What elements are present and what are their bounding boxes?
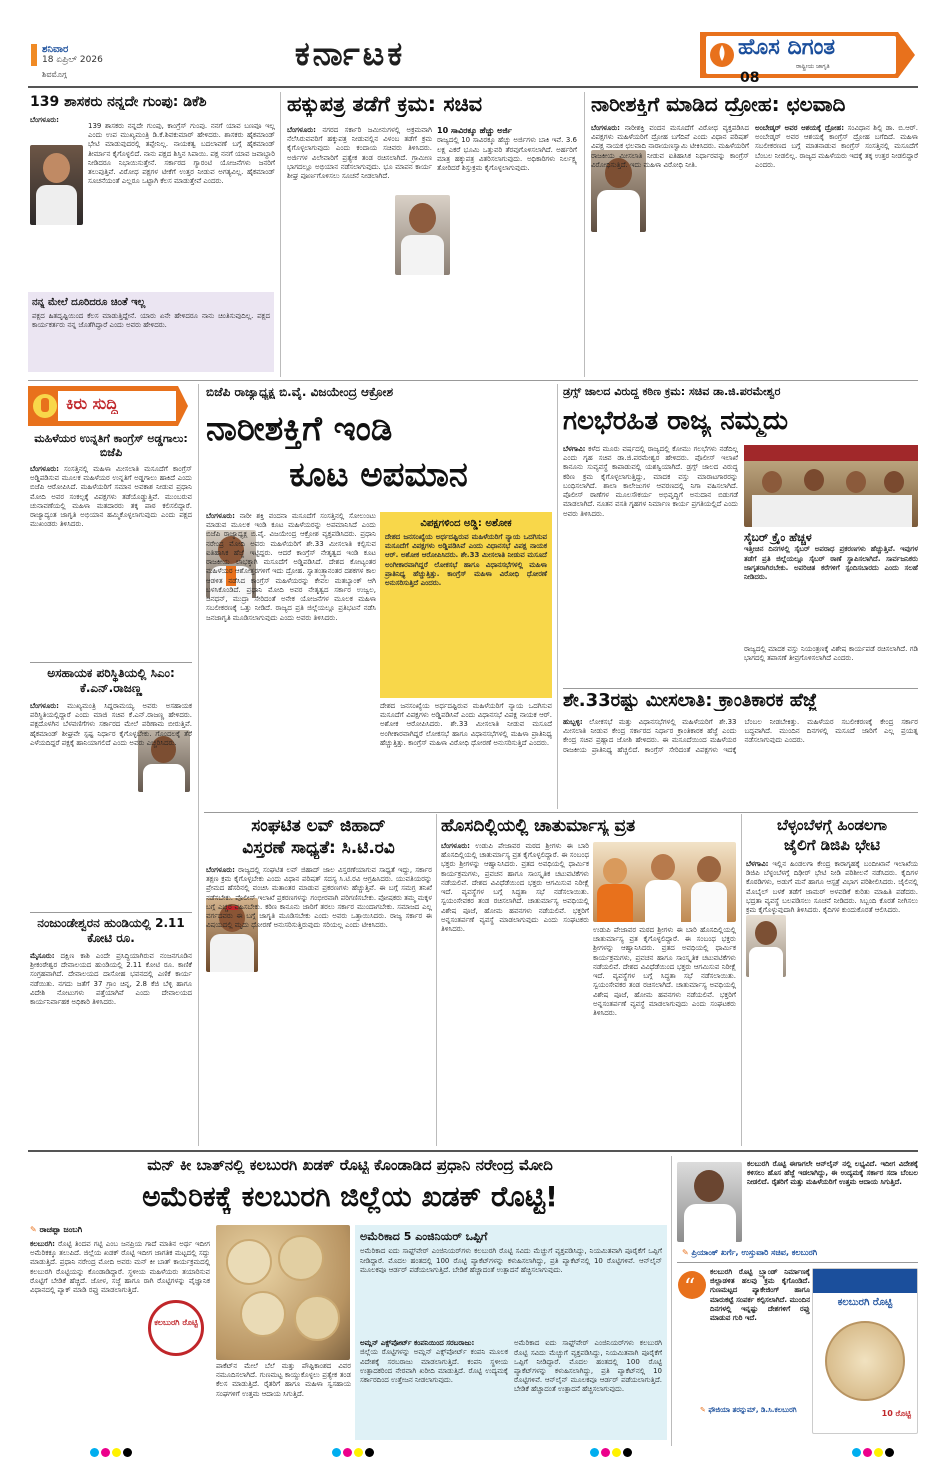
story3-headline: ನಾರೀಶಕ್ತಿಗೆ ಮಾಡಿದ ದ್ರೋಹ: ಛಲವಾದಿ xyxy=(591,92,846,116)
story3-body2: ಸಂವಿಧಾನ ಶಿಲ್ಪಿ ಡಾ. ಬಿ.ಆರ್. ಅಂಬೇಡ್ಕರ್ ಅವರ ಆಶಯಕ್ಕೆ ಕಾಂಗ್ರೆಸ್ ದ್ರೋಹ ಬಗೆದಿದೆ. ಮಹಿಳಾ ಸಬಲೀಕರಣದ ಬಗ್ಗೆ ಮಾತನಾಡುವ ಕಾಂಗ್ರೆಸ್ ಸಂಸತ್ತಿನಲ್ಲಿ ಮಸೂದೆಗೆ ಬೆಂಬಲ ನೀಡಲಿಲ್ಲ. ರಾಜ್ಯದ ಮಹಿಳೆಯರು ಇದಕ್ಕೆ ತಕ್ಕ ಉತ್ತರ ನೀಡಲಿದ್ದಾರೆ ಎಂದರು. xyxy=(755,124,918,169)
ashoka-box-title: ವಿಪಕ್ಷಗಳಿಂದ ಅಡ್ಡಿ: ಅಶೋಕ xyxy=(420,518,512,529)
lead-kicker: ಬಿಜೆಪಿ ರಾಜ್ಯಾಧ್ಯಕ್ಷ ಬಿ.ವೈ. ವಿಜಯೇಂದ್ರ ಆಕ್ರೋಶ xyxy=(206,385,394,399)
print-dots xyxy=(852,1442,896,1460)
brief-rule xyxy=(30,912,192,913)
story1-dateline: ಬೆಂಗಳೂರು: xyxy=(30,116,59,124)
america-box-continued: ಅಮೆರಿಕಾದ ಐದು ಸಾಫ್ಟ್‌ವೇರ್ ಎಂಜಿನಿಯರ್‌ಗಳು ಕಲಬುರಗಿ ರೊಟ್ಟಿ ಸವಿದು ಮೆಚ್ಚುಗೆ ವ್ಯಕ್ತಪಡಿಸಿದ್ದು, ನಿಯಮಿತವಾಗಿ ಪೂರೈಕೆಗೆ ಒಪ್ಪಿಗೆ ನೀಡಿದ್ದಾರೆ. ಮೊದಲ ಹಂತದಲ್ಲಿ 100 ರೊಟ್ಟಿ ಪ್ಯಾಕೆಟ್‌ಗಳನ್ನು ಕಳುಹಿಸಲಾಗಿದ್ದು, ಪ್ರತಿ ಪ್ಯಾಕೆಟ್‌ನಲ್ಲಿ 10 ರೊಟ್ಟಿಗಳಿವೆ. ಆನ್‌ಲೈನ್ ಮೂಲಕವೂ ಆರ್ಡರ್ ಪಡೆಯಲಾಗುತ್ತಿದೆ. ಬೇಡಿಕೆ ಹೆಚ್ಚಾದಂತೆ ಉತ್ಪಾದನೆ ಹೆಚ್ಚಿಸಲಾಗುವುದು. xyxy=(514,1339,662,1394)
brand-tagline: ರಾಷ್ಟ್ರೀಯ ಜಾಗೃತಿ xyxy=(796,63,830,70)
brief1-dateline: ಬೆಂಗಳೂರು: xyxy=(30,465,59,473)
quote-icon xyxy=(677,1270,707,1300)
drugs-col2-continued xyxy=(744,645,918,685)
packet-count: 10 ರೊಟ್ಟಿ xyxy=(881,1409,911,1418)
story3-subhead: ಅಂಬೇಡ್ಕರ್ ಅವರ ಆಶಯಕ್ಕೆ ದ್ರೋಹ: xyxy=(755,124,845,132)
brief1-title: ಮಹಿಳೆಯರ ಉನ್ನತಿಗೆ ಕಾಂಗ್ರೆಸ್ ಅಡ್ಡಗಾಲು: ಬಿಜೆಪಿ xyxy=(34,432,188,460)
drugs-body2: ರಾಜ್ಯದಲ್ಲಿ ಮಾದಕ ವಸ್ತು ನಿಯಂತ್ರಣಕ್ಕೆ ವಿಶೇಷ ಕಾರ್ಯಪಡೆ ರಚಿಸಲಾಗಿದೆ. ಗಡಿ ಭಾಗದಲ್ಲಿ ತಪಾಸಣೆ ತೀವ್ರಗೊಳಿಸಲಾಗಿದೆ ಎಂದರು. xyxy=(744,645,918,663)
chaturmasya-col1 xyxy=(441,842,589,1142)
parameshwara-event-photo xyxy=(744,445,918,527)
america-box xyxy=(355,1225,667,1440)
roti-packet-photo xyxy=(812,1268,918,1434)
kirusuddi-logo xyxy=(28,386,188,426)
story2-box-title: 10 ಸಾವಿರಕ್ಕೂ ಹೆಚ್ಚು ಅರ್ಜಿ xyxy=(437,126,512,135)
lovejihad-body-wrap xyxy=(206,866,432,1144)
brief2-body-wrap xyxy=(30,702,192,910)
packet-title: ಕಲಬುರಗಿ ರೊಟ್ಟಿ xyxy=(837,1297,893,1308)
story1-subhead: ನನ್ನ ಮೇಲೆ ದೂರಿದರೂ ಚಿಂತೆ ಇಲ್ಲ xyxy=(32,297,146,308)
america-box-title: ಅಮೆರಿಕಾದ 5 ಎಂಜಿನಿಯರ್ ಒಪ್ಪಿಗೆ xyxy=(360,1230,488,1243)
america-box-body: ಅಮೆರಿಕಾದ ಐದು ಸಾಫ್ಟ್‌ವೇರ್ ಎಂಜಿನಿಯರ್‌ಗಳು ಕಲಬುರಗಿ ರೊಟ್ಟಿ ಸವಿದು ಮೆಚ್ಚುಗೆ ವ್ಯಕ್ತಪಡಿಸಿದ್ದು, ನಿಯಮಿತವಾಗಿ ಪೂರೈಕೆಗೆ ಒಪ್ಪಿಗೆ ನೀಡಿದ್ದಾರೆ. ಮೊದಲ ಹಂತದಲ್ಲಿ 100 ರೊಟ್ಟಿ ಪ್ಯಾಕೆಟ್‌ಗಳನ್ನು ಕಳುಹಿಸಲಾಗಿದ್ದು, ಪ್ರತಿ ಪ್ಯಾಕೆಟ್‌ನಲ್ಲಿ 10 ರೊಟ್ಟಿಗಳಿವೆ. ಆನ್‌ಲೈನ್ ಮೂಲಕವೂ ಆರ್ಡರ್ ಪಡೆಯಲಾಗುತ್ತಿದೆ. ಬೇಡಿಕೆ ಹೆಚ್ಚಾದಂತೆ ಉತ್ಪಾದನೆ ಹೆಚ್ಚಿಸಲಾಗುವುದು. xyxy=(360,1247,662,1274)
amlan-body: ಜಿಲ್ಲೆಯ ರೊಟ್ಟಿಗಳನ್ನು ಅಮ್ಲನ್ ಎಕ್ಸ್‌ಪೋರ್ಟ್ ಕಂಪನಿ ಮೂಲಕ ವಿದೇಶಕ್ಕೆ ಸರಬರಾಜು ಮಾಡಲಾಗುತ್ತಿದೆ. ಕಂಪನಿ ಸ್ಥಳೀಯ ಉತ್ಪಾದಕರಿಂದ ನೇರವಾಗಿ ಖರೀದಿ ಮಾಡುತ್ತಿದೆ. ರೊಟ್ಟಿ ಉದ್ಯಮಕ್ಕೆ ಸರ್ಕಾರದಿಂದ ಉತ್ತೇಜನ ನೀಡಲಾಗುವುದು. xyxy=(360,1348,508,1385)
story3-col2 xyxy=(755,124,918,378)
brief2-body: ಮುಖ್ಯಮಂತ್ರಿ ಸಿದ್ದರಾಮಯ್ಯ ಅವರು ಅಸಹಾಯಕ ಪರಿಸ್ಥಿತಿಯಲ್ಲಿದ್ದಾರೆ ಎಂದು ಮಾಜಿ ಸಚಿವ ಕೆ.ಎನ್.ರಾಜಣ್ಣ ಹೇಳಿದರು. ಪಕ್ಷದೊಳಗಿನ ಬೆಳವಣಿಗೆಗಳು ಸರ್ಕಾರದ ಮೇಲೆ ಪರಿಣಾಮ ಬೀರುತ್ತಿವೆ. ಹೈಕಮಾಂಡ್ ಶೀಘ್ರವೇ ಸ್ಪಷ್ಟ ನಿರ್ಧಾರ ಕೈಗೊಳ್ಳಬೇಕು. ಗೊಂದಲಕ್ಕೆ ತೆರೆ ಎಳೆಯದಿದ್ದರೆ ಪಕ್ಷಕ್ಕೆ ಹಾನಿಯಾಗಲಿದೆ ಎಂದು ಅವರು ಎಚ್ಚರಿಸಿದರು. xyxy=(30,702,192,747)
row-rule xyxy=(677,1262,918,1263)
col-rule xyxy=(584,92,585,377)
story1-headline: 139 ಶಾಸಕರು ನನ್ನದೇ ಗುಂಪು: ಡಿಕೆಶಿ xyxy=(30,94,207,110)
hindalaga-headline-2: ಜೈಲಿಗೆ ಡಿಜಿಪಿ ಭೇಟಿ xyxy=(783,836,881,854)
row-rule xyxy=(28,380,918,381)
chaturmasya-dateline: ಬೆಂಗಳೂರು: xyxy=(441,842,470,850)
cyber-crime-box xyxy=(744,531,918,641)
lovejihad-dateline: ಬೆಂಗಳೂರು: xyxy=(206,866,235,874)
col-rule xyxy=(671,1156,672,1446)
day-label: ಶನಿವಾರ xyxy=(42,44,69,55)
roti-body: ರೊಟ್ಟಿ ತಿಂದವ ಗಟ್ಟಿ ಎಂಬ ಜನಪ್ರಿಯ ಗಾದೆ ಮಾತಿನ ಅರ್ಥ ಇದೀಗ ಅಮೆರಿಕಕ್ಕೂ ತಲುಪಿದೆ. ಜಿಲ್ಲೆಯ ಖಡಕ್ ರೊಟ್ಟಿ ಇದೀಗ ಜಾಗತಿಕ ಮಟ್ಟದಲ್ಲಿ ಸದ್ದು ಮಾಡುತ್ತಿದೆ. ಪ್ರಧಾನಿ ನರೇಂದ್ರ ಮೋದಿ ಅವರು ಮನ್ ಕೀ ಬಾತ್ ಕಾರ್ಯಕ್ರಮದಲ್ಲಿ ಕಲಬುರಗಿ ರೊಟ್ಟಿಯನ್ನು ಕೊಂಡಾಡಿದ್ದಾರೆ. ಸ್ಥಳೀಯ ಮಹಿಳೆಯರು ತಯಾರಿಸುವ ರೊಟ್ಟಿಗೆ ಬೇಡಿಕೆ ಹೆಚ್ಚಿದೆ. ಜೋಳ, ಸಜ್ಜೆ ಹಾಗೂ ರಾಗಿ ರೊಟ್ಟಿಗಳನ್ನು ವೈಜ್ಞಾನಿಕ ವಿಧಾನದಲ್ಲಿ ಪ್ಯಾಕ್ ಮಾಡಿ ರಫ್ತು ಮಾಡಲಾಗುತ್ತಿದೆ. xyxy=(30,1240,210,1295)
story3-body: ನಾರೀಶಕ್ತಿ ವಂದನ ಮಸೂದೆಗೆ ವಿರೋಧ ವ್ಯಕ್ತಪಡಿಸಿದ ವಿಪಕ್ಷಗಳು ಮಹಿಳೆಯರಿಗೆ ದ್ರೋಹ ಬಗೆದಿವೆ ಎಂದು ವಿಧಾನ ಪರಿಷತ್ ವಿಪಕ್ಷ ನಾಯಕ ಛಲವಾದಿ ನಾರಾಯಣಸ್ವಾಮಿ ಟೀಕಿಸಿದರು. ಮಹಿಳೆಯರಿಗೆ ರಾಜಕೀಯ ಮೀಸಲಾತಿ ನೀಡುವ ಐತಿಹಾಸಿಕ ನಿರ್ಧಾರವನ್ನು ಕಾಂಗ್ರೆಸ್ ವಿರೋಧಿಸುತ್ತಿದೆ. ಇದು ಮಹಿಳಾ ವಿರೋಧಿ ನೀತಿ. xyxy=(591,124,749,169)
hindalaga-body-wrap xyxy=(746,860,918,1144)
cyber-crime-title: ಸೈಬರ್ ಕ್ರೈಂ ಹೆಚ್ಚಳ xyxy=(744,531,812,544)
masthead-rule xyxy=(28,86,918,88)
brief1-body: ಸಂಸತ್ತಿನಲ್ಲಿ ಮಹಿಳಾ ಮೀಸಲಾತಿ ಮಸೂದೆಗೆ ಕಾಂಗ್ರೆಸ್ ಅಡ್ಡಿಪಡಿಸುವ ಮೂಲಕ ಮಹಿಳೆಯರ ಉನ್ನತಿಗೆ ಅಡ್ಡಗಾಲು ಹಾಕಿದೆ ಎಂದು ಬಿಜೆಪಿ ಆರೋಪಿಸಿದೆ. ಮಹಿಳೆಯರಿಗೆ ಸಮಾನ ಅವಕಾಶ ನೀಡುವ ಪ್ರಧಾನಿ ಮೋದಿ ಅವರ ಸಂಕಲ್ಪಕ್ಕೆ ವಿಪಕ್ಷಗಳು ತಡೆಯೊಡ್ಡುತ್ತಿವೆ. ಮುಂಬರುವ ಚುನಾವಣೆಯಲ್ಲಿ ಮಹಿಳಾ ಮತದಾರರು ತಕ್ಕ ಪಾಠ ಕಲಿಸಲಿದ್ದಾರೆ. ರಾಜ್ಯಾದ್ಯಂತ ಜಾಗೃತಿ ಅಭಿಯಾನ ಹಮ್ಮಿಕೊಳ್ಳಲಾಗುವುದು ಎಂದು ಪಕ್ಷದ ಮುಖಂಡರು ತಿಳಿಸಿದರು. xyxy=(30,465,192,529)
ashoka-box-body: ದೇಶದ ಜನಸಂಖ್ಯೆಯ ಅರ್ಧದಷ್ಟಿರುವ ಮಹಿಳೆಯರಿಗೆ ನ್ಯಾಯ ಒದಗಿಸುವ ಮಸೂದೆಗೆ ವಿಪಕ್ಷಗಳು ಅಡ್ಡಿಪಡಿಸಿವೆ ಎಂದು ವಿಧಾನಸಭೆ ವಿಪಕ್ಷ ನಾಯಕ ಆರ್. ಅಶೋಕ ಆರೋಪಿಸಿದರು. ಶೇ.33 ಮೀಸಲಾತಿ ನೀಡುವ ಮಸೂದೆ ಅಂಗೀಕಾರವಾಗಿದ್ದರೆ ಲೋಕಸಭೆ ಹಾಗೂ ವಿಧಾನಸಭೆಗಳಲ್ಲಿ ಮಹಿಳಾ ಪ್ರಾತಿನಿಧ್ಯ ಹೆಚ್ಚುತ್ತಿತ್ತು. ಕಾಂಗ್ರೆಸ್ ಮಹಿಳಾ ವಿರೋಧಿ ಧೋರಣೆ ಅನುಸರಿಸುತ್ತಿದೆ ಎಂದರು. xyxy=(385,533,547,588)
ashoka-box xyxy=(380,512,552,698)
story2-col2 xyxy=(437,126,577,378)
hindalaga-body: ಇಲ್ಲಿನ ಹಿಂಡಲಗಾ ಕೇಂದ್ರ ಕಾರಾಗೃಹಕ್ಕೆ ಬಂದೀಖಾನೆ ಇಲಾಖೆಯ ಡಿಜಿಪಿ ಬೆಳ್ಳಂಬೆಳಗ್ಗೆ ದಿಢೀರ್ ಭೇಟಿ ನೀಡಿ ಪರಿಶೀಲನೆ ನಡೆಸಿದರು. ಕೈದಿಗಳ ಕೊಠಡಿಗಳು, ಅಡುಗೆ ಮನೆ ಹಾಗೂ ಆಸ್ಪತ್ರೆ ವಿಭಾಗ ಪರಿಶೀಲಿಸಿದರು. ಜೈಲಿನಲ್ಲಿ ಮೊಬೈಲ್ ಬಳಕೆ ತಡೆಗೆ ಜಾಮರ್ ಅಳವಡಿಕೆ ಕುರಿತು ಮಾಹಿತಿ ಪಡೆದರು. ಭದ್ರತಾ ವ್ಯವಸ್ಥೆ ಬಲಪಡಿಸಲು ಸೂಚನೆ ನೀಡಿದರು. ಸಿಬ್ಬಂದಿ ಕೊರತೆ ನೀಗಿಸಲು ಕ್ರಮ ಕೈಗೊಳ್ಳುವುದಾಗಿ ತಿಳಿಸಿದರು. ಕೈದಿಗಳ ಕುಂದುಕೊರತೆ ಆಲಿಸಿದರು. xyxy=(746,860,918,915)
roti-body-mid: ಪಾಕೆಟ್‌ನ ಮೇಲೆ ಬೆಲೆ ಮತ್ತು ಪೌಷ್ಟಿಕಾಂಶದ ವಿವರ ನಮೂದಿಸಲಾಗಿದೆ. ಗುಣಮಟ್ಟ ಕಾಯ್ದುಕೊಳ್ಳಲು ಪ್ರತ್ಯೇಕ ತಂಡ ಕೆಲಸ ಮಾಡುತ್ತಿದೆ. ರೈತರಿಗೆ ಹಾಗೂ ಮಹಿಳಾ ಸ್ವಸಹಾಯ ಸಂಘಗಳಿಗೆ ಉತ್ತಮ ಆದಾಯ ಸಿಗುತ್ತಿದೆ. xyxy=(216,1362,351,1398)
print-dots xyxy=(90,1442,134,1460)
priyank-quote-author xyxy=(682,1248,918,1258)
page-number: 08 xyxy=(740,70,760,86)
lead-col1 xyxy=(206,512,376,812)
col-rule xyxy=(280,92,281,377)
story2-headline: ಹಕ್ಕುಪತ್ರ ತಡೆಗೆ ಕ್ರಮ: ಸಚಿವ xyxy=(287,92,483,116)
roti-headline: ಅಮೆರಿಕಕ್ಕೆ ಕಲಬುರಗಿ ಜಿಲ್ಲೆಯ ಖಡಕ್ ರೊಟ್ಟಿ! xyxy=(142,1180,558,1213)
lead-body-continued: ದೇಶದ ಜನಸಂಖ್ಯೆಯ ಅರ್ಧದಷ್ಟಿರುವ ಮಹಿಳೆಯರಿಗೆ ನ್ಯಾಯ ಒದಗಿಸುವ ಮಸೂದೆಗೆ ವಿಪಕ್ಷಗಳು ಅಡ್ಡಿಪಡಿಸಿವೆ ಎಂದು ವಿಧಾನಸಭೆ ವಿಪಕ್ಷ ನಾಯಕ ಆರ್. ಅಶೋಕ ಆರೋಪಿಸಿದರು. ಶೇ.33 ಮೀಸಲಾತಿ ನೀಡುವ ಮಸೂದೆ ಅಂಗೀಕಾರವಾಗಿದ್ದರೆ ಲೋಕಸಭೆ ಹಾಗೂ ವಿಧಾನಸಭೆಗಳಲ್ಲಿ ಮಹಿಳಾ ಪ್ರಾತಿನಿಧ್ಯ ಹೆಚ್ಚುತ್ತಿತ್ತು. ಕಾಂಗ್ರೆಸ್ ಮಹಿಳಾ ವಿರೋಧಿ ಧೋರಣೆ ಅನುಸರಿಸುತ್ತಿದೆ ಎಂದರು. xyxy=(380,702,552,747)
col-rule xyxy=(741,814,742,1146)
lovejihad-body: ರಾಜ್ಯದಲ್ಲಿ ಸಂಘಟಿತ ಲವ್ ಜಿಹಾದ್ ಜಾಲ ವಿಸ್ತರಣೆಯಾಗುವ ಸಾಧ್ಯತೆ ಇದ್ದು, ಸರ್ಕಾರ ತಕ್ಷಣ ಕ್ರಮ ಕೈಗೊಳ್ಳಬೇಕು ಎಂದು ವಿಧಾನ ಪರಿಷತ್ ಸದಸ್ಯ ಸಿ.ಟಿ.ರವಿ ಆಗ್ರಹಿಸಿದರು. ಯುವತಿಯರನ್ನು ಪ್ರೇಮದ ಹೆಸರಿನಲ್ಲಿ ವಂಚಿಸಿ ಮತಾಂತರ ಮಾಡುವ ಪ್ರಕರಣಗಳು ಹೆಚ್ಚುತ್ತಿವೆ. ಈ ಬಗ್ಗೆ ಸಮಗ್ರ ತನಿಖೆ ನಡೆಸಬೇಕು. ಪೊಲೀಸ್ ಇಲಾಖೆ ಪ್ರಕರಣಗಳನ್ನು ಗಂಭೀರವಾಗಿ ಪರಿಗಣಿಸಬೇಕು. ಪೋಷಕರು ತಮ್ಮ ಮಕ್ಕಳ ಬಗ್ಗೆ ಎಚ್ಚರ ವಹಿಸಬೇಕು. ಕಠಿಣ ಕಾನೂನು ಜಾರಿಗೆ ತರಲು ಸರ್ಕಾರ ಮುಂದಾಗಬೇಕು. ಸಮಾಜದ ಎಲ್ಲ ವರ್ಗದವರು ಈ ಬಗ್ಗೆ ಜಾಗೃತಿ ಮೂಡಿಸಬೇಕು ಎಂದು ಅವರು ಒತ್ತಾಯಿಸಿದರು. ರಾಜ್ಯ ಸರ್ಕಾರ ಈ ವಿಷಯದಲ್ಲಿ ಮೃದು ಧೋರಣೆ ಅನುಸರಿಸುತ್ತಿರುವುದು ಸರಿಯಲ್ಲ ಎಂದು ಟೀಕಿಸಿದರು. xyxy=(206,866,432,930)
brief-rule xyxy=(30,662,192,663)
row-rule xyxy=(204,812,918,813)
roti-logo-text: ಕಲಬುರಗಿ ರೊಟ್ಟಿ xyxy=(154,1318,198,1327)
priyank-quote: ಕಲಬುರಗಿ ರೊಟ್ಟಿ ಈಗಾಗಲೇ ಆನ್‌ಲೈನ್ ನಲ್ಲಿ ಲಭ್ಯವಿದೆ. ಇದೀಗ ವಿದೇಶಕ್ಕೆ ಕಳಿಸಲು ಹೊಸ ಹೆಜ್ಜೆ ಇಡಲಾಗಿದ್ದು, ಈ ಉದ್ಯಮಕ್ಕೆ ಸರ್ಕಾರ ಸದಾ ಬೆಂಬಲ ನೀಡಲಿದೆ. ರೈತರಿಗೆ ಮತ್ತು ಮಹಿಳೆಯರಿಗೆ ಉತ್ತಮ ಆದಾಯ ಸಿಗುತ್ತಿದೆ. xyxy=(747,1160,918,1187)
drugs-col1 xyxy=(563,445,738,685)
priyank-quote-box xyxy=(747,1160,918,1245)
row-rule xyxy=(563,688,918,689)
chaturmasya-body-continued: ಉಡುಪಿ ಪೇಜಾವರ ಮಠದ ಶ್ರೀಗಳು ಈ ಬಾರಿ ಹೊಸದಿಲ್ಲಿಯಲ್ಲಿ ಚಾತುರ್ಮಾಸ್ಯ ವ್ರತ ಕೈಗೊಳ್ಳಲಿದ್ದಾರೆ. ಈ ಸಂಬಂಧ ಭಕ್ತರು ಶ್ರೀಗಳನ್ನು ಆಹ್ವಾನಿಸಿದರು. ವ್ರತದ ಅವಧಿಯಲ್ಲಿ ಧಾರ್ಮಿಕ ಕಾರ್ಯಕ್ರಮಗಳು, ಪ್ರವಚನ ಹಾಗೂ ಸಾಂಸ್ಕೃತಿಕ ಚಟುವಟಿಕೆಗಳು ನಡೆಯಲಿವೆ. ದೇಶದ ವಿವಿಧೆಡೆಯಿಂದ ಭಕ್ತರು ಆಗಮಿಸುವ ನಿರೀಕ್ಷೆ ಇದೆ. ವ್ಯವಸ್ಥೆಗಳ ಬಗ್ಗೆ ಸಿದ್ಧತಾ ಸಭೆ ನಡೆಸಲಾಯಿತು. ಸ್ವಯಂಸೇವಕರ ತಂಡ ರಚಿಸಲಾಗಿದೆ. ಚಾತುರ್ಮಾಸ್ಯ ಅವಧಿಯಲ್ಲಿ ವಿಶೇಷ ಪೂಜೆ, ಹೋಮ ಹವನಗಳು ನಡೆಯಲಿವೆ. ಭಕ್ತರಿಗೆ ಅನ್ನಸಂತರ್ಪಣೆ ವ್ಯವಸ್ಥೆ ಮಾಡಲಾಗುವುದು ಎಂದು ಸಂಘಟಕರು ತಿಳಿಸಿದರು. xyxy=(593,926,736,1018)
roti-byline-name: ರಾಚಪ್ಪಾ ಜಂಬಗಿ xyxy=(39,1225,83,1234)
reservation-body-wrap xyxy=(563,718,918,810)
print-dots xyxy=(590,1442,634,1460)
brand-block xyxy=(700,32,915,78)
date-label: 18 ಏಪ್ರಿಲ್ 2026 xyxy=(42,55,103,65)
brief3-dateline: ಮೈಸೂರು: xyxy=(30,952,55,960)
reservation-dateline: ಹುಬ್ಬಳ್ಳಿ: xyxy=(563,718,583,726)
story1-body: 139 ಶಾಸಕರು ನನ್ನದೇ ಗುಂಪು, ಕಾಂಗ್ರೆಸ್ ಗುಂಪು. ನನಗೆ ಯಾವ ಬಣವೂ ಇಲ್ಲ ಎಂದು ಉಪ ಮುಖ್ಯಮಂತ್ರಿ ಡಿ.ಕೆ.ಶಿವಕುಮಾರ್ ಹೇಳಿದರು. ಶಾಸಕರು ಹೈಕಮಾಂಡ್ ಭೇಟಿ ಮಾಡುವುದರಲ್ಲಿ ತಪ್ಪೇನಿಲ್ಲ. ನಾಯಕತ್ವ ಬದಲಾವಣೆ ಬಗ್ಗೆ ಹೈಕಮಾಂಡ್ ತೀರ್ಮಾನ ಕೈಗೊಳ್ಳಲಿದೆ. ನಾನು ಪಕ್ಷದ ಶಿಸ್ತಿನ ಸಿಪಾಯಿ. ಪಕ್ಷ ನನಗೆ ಯಾವ ಜವಾಬ್ದಾರಿ ನೀಡಿದರೂ ನಿಭಾಯಿಸುತ್ತೇನೆ. ಸರ್ಕಾರದ ಗ್ಯಾರಂಟಿ ಯೋಜನೆಗಳು ಜನರಿಗೆ ತಲುಪುತ್ತಿವೆ. ವಿರೋಧ ಪಕ್ಷಗಳ ಟೀಕೆಗೆ ಉತ್ತರ ನೀಡುವ ಅಗತ್ಯವಿಲ್ಲ. ಹೈಕಮಾಂಡ್ ಸೂಚನೆಯಂತೆ ಎಲ್ಲರೂ ಒಟ್ಟಾಗಿ ಕೆಲಸ ಮಾಡುತ್ತೇವೆ ಎಂದರು. xyxy=(88,122,275,186)
hindalaga-headline-1: ಬೆಳ್ಳಂಬೆಳಗ್ಗೆ ಹಿಂಡಲಗಾ xyxy=(777,816,887,834)
author-marker: ✎ xyxy=(700,1406,709,1414)
brief2-dateline: ಬೆಂಗಳೂರು: xyxy=(30,702,59,710)
row-rule xyxy=(28,1150,918,1152)
dc-quote-author xyxy=(700,1406,810,1415)
drugs-kicker: ಡ್ರಗ್ಸ್ ಜಾಲದ ವಿರುದ್ಧ ಕಠಿಣ ಕ್ರಮ: ಸಚಿವ ಡಾ.ಜಿ.ಪರಮೇಶ್ವರ xyxy=(563,385,781,398)
lead-headline-1: ನಾರೀಶಕ್ತಿಗೆ ಇಂಡಿ xyxy=(206,410,393,449)
story2-body: ನಗರದ ಸರ್ಕಾರಿ ಜಮೀನುಗಳಲ್ಲಿ ಅಕ್ರಮವಾಗಿ ನೆಲೆಸಿರುವವರಿಗೆ ಹಕ್ಕುಪತ್ರ ನೀಡುವಲ್ಲಿನ ವಿಳಂಬ ತಡೆಗೆ ಕ್ರಮ ಕೈಗೊಳ್ಳಲಾಗುವುದು ಎಂದು ಕಂದಾಯ ಸಚಿವರು ತಿಳಿಸಿದರು. ಅರ್ಜಿಗಳ ವಿಲೇವಾರಿಗೆ ಪ್ರತ್ಯೇಕ ತಂಡ ರಚಿಸಲಾಗಿದೆ. ಗ್ರಾಮೀಣ ಭಾಗದಲ್ಲೂ ಅಭಿಯಾನ ನಡೆಸಲಾಗುವುದು. ಭೂ ಮಾಪನ ಕಾರ್ಯ ಶೀಘ್ರ ಪೂರ್ಣಗೊಳಿಸಲು ಸೂಚನೆ ನೀಡಲಾಗಿದೆ. xyxy=(287,126,432,181)
col-rule xyxy=(557,384,558,809)
chaturmasya-body: ಉಡುಪಿ ಪೇಜಾವರ ಮಠದ ಶ್ರೀಗಳು ಈ ಬಾರಿ ಹೊಸದಿಲ್ಲಿಯಲ್ಲಿ ಚಾತುರ್ಮಾಸ್ಯ ವ್ರತ ಕೈಗೊಳ್ಳಲಿದ್ದಾರೆ. ಈ ಸಂಬಂಧ ಭಕ್ತರು ಶ್ರೀಗಳನ್ನು ಆಹ್ವಾನಿಸಿದರು. ವ್ರತದ ಅವಧಿಯಲ್ಲಿ ಧಾರ್ಮಿಕ ಕಾರ್ಯಕ್ರಮಗಳು, ಪ್ರವಚನ ಹಾಗೂ ಸಾಂಸ್ಕೃತಿಕ ಚಟುವಟಿಕೆಗಳು ನಡೆಯಲಿವೆ. ದೇಶದ ವಿವಿಧೆಡೆಯಿಂದ ಭಕ್ತರು ಆಗಮಿಸುವ ನಿರೀಕ್ಷೆ ಇದೆ. ವ್ಯವಸ್ಥೆಗಳ ಬಗ್ಗೆ ಸಿದ್ಧತಾ ಸಭೆ ನಡೆಸಲಾಯಿತು. ಸ್ವಯಂಸೇವಕರ ತಂಡ ರಚಿಸಲಾಗಿದೆ. ಚಾತುರ್ಮಾಸ್ಯ ಅವಧಿಯಲ್ಲಿ ವಿಶೇಷ ಪೂಜೆ, ಹೋಮ ಹವನಗಳು ನಡೆಯಲಿವೆ. ಭಕ್ತರಿಗೆ ಅನ್ನಸಂತರ್ಪಣೆ ವ್ಯವಸ್ಥೆ ಮಾಡಲಾಗುವುದು ಎಂದು ಸಂಘಟಕರು ತಿಳಿಸಿದರು. xyxy=(441,842,589,934)
story1-sub-body: ಪಕ್ಷದ ಹಿತದೃಷ್ಟಿಯಿಂದ ಕೆಲಸ ಮಾಡುತ್ತಿದ್ದೇನೆ. ಯಾರು ಏನೇ ಹೇಳಿದರೂ ನಾನು ಚಿಂತಿಸುವುದಿಲ್ಲ. ಪಕ್ಷದ ಕಾರ್ಯಕರ್ತರು ನನ್ನ ಜೊತೆಗಿದ್ದಾರೆ ಎಂದು ಅವರು ಹೇಳಿದರು. xyxy=(32,312,270,330)
story3-col1 xyxy=(591,124,749,378)
amlan-subhead: ಅಮ್ಲನ್ ಎಕ್ಸ್‌ಪೋರ್ಟ್ ಕಂಪನಿಯಿಂದ ಸರಬರಾಜು: xyxy=(360,1339,475,1348)
drugs-dateline: ಬೆಳಗಾವಿ: xyxy=(563,445,586,453)
priyank-author-name: ಪ್ರಿಯಾಂಕ್ ಖರ್ಗೆ, ಉಸ್ತುವಾರಿ ಸಚಿವ, ಕಲಬುರಗಿ xyxy=(691,1248,818,1257)
chaturmasya-col2 xyxy=(593,926,736,1142)
brief2-title: ಅಸಹಾಯಕ ಪರಿಸ್ಥಿತಿಯಲ್ಲಿ ಸಿಎಂ: ಕೆ.ಎನ್.ರಾಜಣ್ಣ xyxy=(47,666,175,695)
author-marker: ✎ xyxy=(682,1248,692,1257)
print-dots xyxy=(332,1442,376,1460)
roti-kicker: ಮನ್ ಕೀ ಬಾತ್‌ನಲ್ಲಿ ಕಲಬುರಗಿ ಖಡಕ್ ರೊಟ್ಟಿ ಕೊಂಡಾಡಿದ ಪ್ರಧಾನಿ ನರೇಂದ್ರ ಮೋದಿ xyxy=(147,1156,553,1174)
reservation-headline: ಶೇ.33ರಷ್ಟು ಮೀಸಲಾತಿ: ಕ್ರಾಂತಿಕಾರಕ ಹೆಜ್ಜೆ xyxy=(563,690,818,711)
section-title: ಕರ್ನಾಟಕ xyxy=(294,34,406,73)
svg-text:“: “ xyxy=(684,1275,696,1300)
story3-dateline: ಬೆಂಗಳೂರು: xyxy=(591,124,620,132)
dc-author-name: ಫೌಜಿಯಾ ತರನ್ನುಮ್, ಡಿ.ಸಿ.ಕಲಬುರಗಿ xyxy=(708,1406,797,1414)
brief3-body: ದಕ್ಷಿಣ ಕಾಶಿ ಎಂದೇ ಪ್ರಸಿದ್ಧಿಯಾಗಿರುವ ನಂಜನಗೂಡಿನ ಶ್ರೀಕಂಠೇಶ್ವರ ದೇವಾಲಯದ ಹುಂಡಿಯಲ್ಲಿ 2.11 ಕೋಟಿ ರೂ. ಕಾಣಿಕೆ ಸಂಗ್ರಹವಾಗಿದೆ. ದೇವಾಲಯದ ದಾಸೋಹ ಭವನದಲ್ಲಿ ಎಣಿಕೆ ಕಾರ್ಯ ನಡೆಯಿತು. ನಗದು ಜತೆಗೆ 37 ಗ್ರಾಂ ಚಿನ್ನ, 2.8 ಕೆಜಿ ಬೆಳ್ಳಿ ಹಾಗೂ ವಿದೇಶಿ ನೋಟುಗಳು ಪತ್ತೆಯಾಗಿವೆ ಎಂದು ದೇವಾಲಯದ ಕಾರ್ಯನಿರ್ವಾಹಕ ಅಧಿಕಾರಿ ತಿಳಿಸಿದರು. xyxy=(30,952,192,1007)
brief3-title: ನಂಜುಂಡೇಶ್ವರನ ಹುಂಡಿಯಲ್ಲಿ 2.11 ಕೋಟಿ ರೂ. xyxy=(37,916,185,945)
story2-dateline: ಬೆಂಗಳೂರು: xyxy=(287,126,316,134)
lovejihad-headline-2: ವಿಸ್ತರಣೆ ಸಾಧ್ಯತೆ: ಸಿ.ಟಿ.ರವಿ xyxy=(242,838,395,858)
brand-name: ಹೊಸ ದಿಗಂತ xyxy=(738,35,836,60)
drugs-body: ಕಳೆದ ಮೂರು ವರ್ಷದಲ್ಲಿ ರಾಜ್ಯದಲ್ಲಿ ಕೋಮು ಗಲಭೆಗಳು ನಡೆದಿಲ್ಲ ಎಂದು ಗೃಹ ಸಚಿವ ಡಾ.ಜಿ.ಪರಮೇಶ್ವರ ಹೇಳಿದರು. ಪೊಲೀಸ್ ಇಲಾಖೆ ಕಾನೂನು ಸುವ್ಯವಸ್ಥೆ ಕಾಪಾಡುವಲ್ಲಿ ಯಶಸ್ವಿಯಾಗಿದೆ. ಡ್ರಗ್ಸ್ ಜಾಲದ ವಿರುದ್ಧ ಕಠಿಣ ಕ್ರಮ ಕೈಗೊಳ್ಳಲಾಗುತ್ತಿದ್ದು, ಮಾದಕ ವಸ್ತು ಮಾರಾಟಗಾರರನ್ನು ಬಂಧಿಸಲಾಗಿದೆ. ಶಾಲಾ ಕಾಲೇಜುಗಳ ಆವರಣದಲ್ಲಿ ನಿಗಾ ವಹಿಸಲಾಗಿದೆ. ಪೊಲೀಸ್ ಠಾಣೆಗಳ ಮೂಲಸೌಕರ್ಯ ಅಭಿವೃದ್ಧಿಗೆ ಅನುದಾನ ಬಿಡುಗಡೆ ಮಾಡಲಾಗಿದೆ. ನೂತನ ವಸತಿ ಗೃಹಗಳ ನಿರ್ಮಾಣ ಕಾರ್ಯ ಪ್ರಗತಿಯಲ್ಲಿದೆ ಎಂದು ಅವರು ತಿಳಿಸಿದರು. xyxy=(563,445,738,518)
brief1-body-wrap xyxy=(30,465,192,660)
hindalaga-dateline: ಬೆಳಗಾವಿ: xyxy=(746,860,769,868)
drugs-headline: ಗಲಭೆರಹಿತ ರಾಜ್ಯ ನಮ್ಮದು xyxy=(563,406,788,436)
swamiji-event-photo xyxy=(593,842,736,922)
roti-logo-badge xyxy=(148,1300,204,1356)
col-rule xyxy=(436,814,437,1146)
lead-body: ನಾರೀ ಶಕ್ತಿ ವಂದನಾ ಮಸೂದೆಗೆ ಸಂಸತ್ತಿನಲ್ಲಿ ಸೋಲುಂಟು ಮಾಡುವ ಮೂಲಕ ಇಂಡಿ ಕೂಟ ಮಹಿಳೆಯರನ್ನು ಅಪಮಾನಿಸಿದೆ ಎಂದು ಬಿಜೆಪಿ ರಾಜ್ಯಾಧ್ಯಕ್ಷ ಬಿ.ವೈ. ವಿಜಯೇಂದ್ರ ಆಕ್ರೋಶ ವ್ಯಕ್ತಪಡಿಸಿದರು. ಪ್ರಧಾನಿ ನರೇಂದ್ರ ಮೋದಿ ಅವರು ಮಹಿಳೆಯರಿಗೆ ಶೇ.33 ಮೀಸಲಾತಿ ಕಲ್ಪಿಸುವ ಐತಿಹಾಸಿಕ ಹೆಜ್ಜೆ ಇಟ್ಟಿದ್ದರು. ಆದರೆ ಕಾಂಗ್ರೆಸ್ ನೇತೃತ್ವದ ಇಂಡಿ ಕೂಟ ರಾಜಕೀಯ ಲಾಭಕ್ಕಾಗಿ ಮಸೂದೆಗೆ ಅಡ್ಡಿಪಡಿಸಿದೆ. ದೇಶದ ಕೋಟ್ಯಂತರ ಮಹಿಳೆಯರ ಆಶೋತ್ತರಗಳಿಗೆ ಇದು ದ್ರೋಹ. ಸ್ವಾತಂತ್ರ್ಯಾನಂತರ ದಶಕಗಳ ಕಾಲ ಆಡಳಿತ ನಡೆಸಿದ ಕಾಂಗ್ರೆಸ್ ಮಹಿಳೆಯರನ್ನು ಕೇವಲ ಮತಬ್ಯಾಂಕ್ ಆಗಿ ಬಳಸಿಕೊಂಡಿದೆ. ಪ್ರಧಾನಿ ಮೋದಿ ಅವರ ನೇತೃತ್ವದ ಸರ್ಕಾರ ಉಜ್ವಲ, ಜನಧನ್, ಮುದ್ರಾ ಸೇರಿದಂತೆ ಅನೇಕ ಯೋಜನೆಗಳ ಮೂಲಕ ಮಹಿಳಾ ಸಬಲೀಕರಣಕ್ಕೆ ಒತ್ತು ನೀಡಿದೆ. ರಾಜ್ಯದ ಪ್ರತಿ ಜಿಲ್ಲೆಯಲ್ಲೂ ಪ್ರತಿಭಟನೆ ನಡೆಸಿ ಜನಜಾಗೃತಿ ಮೂಡಿಸಲಾಗುವುದು ಎಂದು ಅವರು ತಿಳಿಸಿದರು. xyxy=(206,512,376,622)
col-rule xyxy=(198,384,199,1146)
roti-byline xyxy=(30,1225,210,1235)
story2-body2: ರಾಜ್ಯದಲ್ಲಿ 10 ಸಾವಿರಕ್ಕೂ ಹೆಚ್ಚು ಅರ್ಜಿಗಳು ಬಾಕಿ ಇವೆ. 3.6 ಲಕ್ಷ ಎಕರೆ ಭೂಮಿ ಒತ್ತುವರಿ ತೆರವುಗೊಳಿಸಲಾಗಿದೆ. ಅರ್ಹರಿಗೆ ಮಾತ್ರ ಹಕ್ಕುಪತ್ರ ವಿತರಿಸಲಾಗುವುದು. ಅಧಿಕಾರಿಗಳು ನಿರ್ಲಕ್ಷ್ಯ ತೋರಿದರೆ ಶಿಸ್ತುಕ್ರಮ ಕೈಗೊಳ್ಳಲಾಗುವುದು. xyxy=(437,136,577,173)
lead-col2-continued xyxy=(380,702,552,812)
dateline-block xyxy=(42,44,182,65)
brief3-body-wrap xyxy=(30,952,192,1142)
priyank-kharge-photo xyxy=(677,1162,742,1242)
chaturmasya-headline: ಹೊಸದಿಲ್ಲಿಯಲ್ಲಿ ಚಾತುರ್ಮಾಸ್ಯ ವ್ರತ xyxy=(441,816,636,836)
roti-stack-photo-1 xyxy=(216,1225,350,1360)
lead-dateline: ಬೆಂಗಳೂರು: xyxy=(206,512,235,520)
reservation-body: ಲೋಕಸಭೆ ಮತ್ತು ವಿಧಾನಸಭೆಗಳಲ್ಲಿ ಮಹಿಳೆಯರಿಗೆ ಶೇ.33 ಮೀಸಲಾತಿ ನೀಡುವ ಕೇಂದ್ರ ಸರ್ಕಾರದ ನಿರ್ಧಾರ ಕ್ರಾಂತಿಕಾರಕ ಹೆಜ್ಜೆ ಎಂದು ಕೇಂದ್ರ ಸಚಿವ ಪ್ರಹ್ಲಾದ ಜೋಶಿ ಹೇಳಿದರು. ಈ ಮಸೂದೆಯಿಂದ ಮಹಿಳೆಯರ ರಾಜಕೀಯ ಪ್ರಾತಿನಿಧ್ಯ ಹೆಚ್ಚಲಿದೆ. ಕಾಂಗ್ರೆಸ್ ಸೇರಿದಂತೆ ವಿಪಕ್ಷಗಳು ಇದಕ್ಕೆ ಬೆಂಬಲ ನೀಡಬೇಕಿತ್ತು. ಮಹಿಳೆಯರ ಸಬಲೀಕರಣಕ್ಕೆ ಕೇಂದ್ರ ಸರ್ಕಾರ ಬದ್ಧವಾಗಿದೆ. ಮುಂದಿನ ದಿನಗಳಲ್ಲಿ ಮಸೂದೆ ಜಾರಿಗೆ ಎಲ್ಲ ಪ್ರಯತ್ನ ನಡೆಸಲಾಗುವುದು ಎಂದರು. xyxy=(563,718,918,754)
cyber-crime-body: ಇತ್ತೀಚಿನ ದಿನಗಳಲ್ಲಿ ಸೈಬರ್ ಅಪರಾಧ ಪ್ರಕರಣಗಳು ಹೆಚ್ಚುತ್ತಿವೆ. ಇವುಗಳ ತಡೆಗೆ ಪ್ರತಿ ಜಿಲ್ಲೆಯಲ್ಲೂ ಸೈಬರ್ ಠಾಣೆ ಸ್ಥಾಪಿಸಲಾಗಿದೆ. ಸಾರ್ವಜನಿಕರು ಜಾಗೃತರಾಗಿರಬೇಕು. ಅಪರಿಚಿತ ಕರೆಗಳಿಗೆ ಸ್ಪಂದಿಸಬಾರದು ಎಂದು ಸಲಹೆ ನೀಡಿದರು. xyxy=(744,545,918,581)
story1-sidebox xyxy=(28,292,274,372)
lovejihad-headline-1: ಸಂಘಟಿತ ಲವ್ ಜಿಹಾದ್ xyxy=(251,816,386,836)
roti-dateline: ಕಲಬುರಗಿ: xyxy=(30,1240,55,1248)
kirusuddi-title: ಕಿರು ಸುದ್ದಿ xyxy=(66,394,118,413)
lead-headline-2: ಕೂಟ ಅಪಮಾನ xyxy=(289,456,468,495)
date-marker xyxy=(31,44,37,66)
dc-quote: ಕಲಬುರಗಿ ರೊಟ್ಟಿ ಬ್ರ್ಯಾಂಡ್ ನಿರ್ಮಾಣಕ್ಕೆ ಜಿಲ್ಲಾಡಳಿತ ಹಲವು ಕ್ರಮ ಕೈಗೊಂಡಿದೆ. ಗುಣಮಟ್ಟದ ಪ್ಯಾಕೇಜಿಂಗ್ ಹಾಗೂ ಮಾರುಕಟ್ಟೆ ಸಂಪರ್ಕ ಕಲ್ಪಿಸಲಾಗಿದೆ. ಮುಂದಿನ ದಿನಗಳಲ್ಲಿ ಇನ್ನಷ್ಟು ದೇಶಗಳಿಗೆ ರಫ್ತು ಮಾಡುವ ಗುರಿ ಇದೆ. xyxy=(710,1268,810,1323)
city-label: ಶಿವಮೊಗ್ಗ xyxy=(42,70,67,79)
roti-col2 xyxy=(216,1362,351,1442)
byline-marker: ✎ xyxy=(30,1225,40,1234)
